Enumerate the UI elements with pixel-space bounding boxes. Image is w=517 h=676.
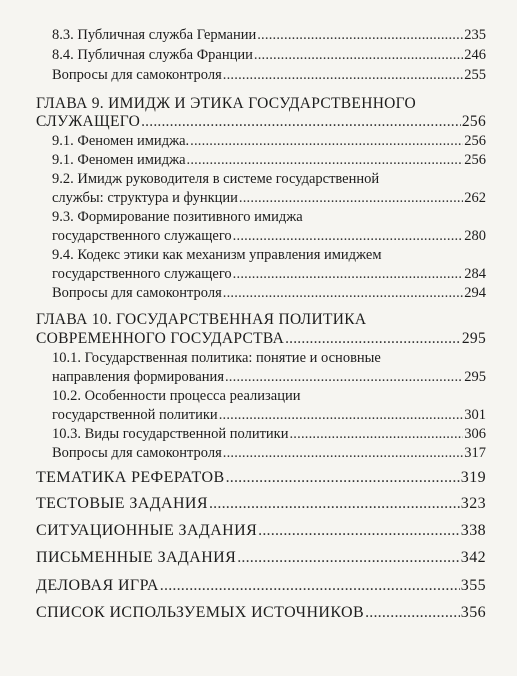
toc-entry-title-cont: направления формирования: [52, 369, 224, 385]
toc-entry-title: 8.3. Публичная служба Германии: [52, 27, 257, 43]
toc-entry[interactable]: [52, 427, 486, 442]
toc-section[interactable]: [36, 605, 486, 621]
chapter-entry[interactable]: [36, 114, 486, 130]
toc-entry[interactable]: [52, 48, 486, 63]
toc-entry-page: 255: [464, 67, 486, 83]
toc-entry[interactable]: [52, 191, 486, 206]
chapter-entry[interactable]: [36, 331, 486, 347]
toc-entry-page: 295: [461, 330, 486, 347]
leader-dots: [289, 427, 463, 442]
toc-section[interactable]: [36, 470, 486, 486]
toc-entry-title[interactable]: 9.3. Формирование позитивного имиджа: [52, 209, 303, 225]
toc-entry-title-cont: государственного служащего: [52, 266, 232, 282]
toc-section[interactable]: [36, 550, 486, 566]
toc-entry-title: 8.4. Публичная служба Франции: [52, 47, 253, 63]
leader-dots: [223, 446, 463, 461]
toc-entry[interactable]: [52, 286, 486, 301]
toc-entry[interactable]: [52, 446, 486, 461]
leader-dots: [257, 28, 463, 43]
toc-section-title: ДЕЛОВАЯ ИГРА: [36, 577, 159, 594]
toc-section-page: 338: [460, 522, 486, 539]
chapter-title-cont: СОВРЕМЕННОГО ГОСУДАРСТВА: [36, 330, 285, 347]
toc-section-title: СИТУАЦИОННЫЕ ЗАДАНИЯ: [36, 522, 258, 539]
leader-dots: [285, 331, 461, 347]
toc-entry-title[interactable]: 9.4. Кодекс этики как механизм управления имиджем: [52, 247, 382, 263]
chapter-title[interactable]: ГЛАВА 9. ИМИДЖ И ЭТИКА ГОСУДАРСТВЕННОГО: [36, 95, 417, 112]
toc-entry-title-cont: службы: структура и функции: [52, 190, 238, 206]
toc-entry-title: Вопросы для самоконтроля: [52, 67, 222, 83]
toc-entry-page: 284: [464, 266, 486, 282]
toc-section[interactable]: [36, 496, 486, 512]
leader-dots: [254, 48, 463, 63]
toc-entry-title-cont: государственного служащего: [52, 228, 232, 244]
toc-entry[interactable]: [52, 28, 486, 43]
toc-entry[interactable]: [52, 229, 486, 244]
toc-entry-page: 295: [464, 369, 486, 385]
toc-entry-title[interactable]: 10.1. Государственная политика: понятие и основные: [52, 350, 381, 366]
toc-section-page: 356: [460, 604, 486, 621]
toc-section[interactable]: [36, 578, 486, 594]
leader-dots: [365, 605, 460, 621]
toc-entry-page: 262: [464, 190, 486, 206]
leader-dots: [237, 550, 460, 566]
toc-section-page: 355: [460, 577, 486, 594]
toc-section-page: 319: [460, 469, 486, 486]
toc-entry-title: Вопросы для самоконтроля: [52, 285, 222, 301]
leader-dots: [233, 229, 464, 244]
toc-section-title: СПИСОК ИСПОЛЬЗУЕМЫХ ИСТОЧНИКОВ: [36, 604, 365, 621]
toc-section-title: ТЕМАТИКА РЕФЕРАТОВ: [36, 469, 225, 486]
toc-entry-page: 280: [464, 228, 486, 244]
toc-entry-page: 235: [464, 27, 486, 43]
leader-dots: [239, 191, 463, 206]
leader-dots: [226, 470, 460, 486]
leader-dots: [258, 523, 460, 539]
toc-entry[interactable]: [52, 68, 486, 83]
toc-entry-page: 256: [464, 152, 486, 168]
toc-entry-page: 294: [464, 285, 486, 301]
leader-dots: [209, 496, 460, 512]
toc-section[interactable]: [36, 523, 486, 539]
leader-dots: [219, 408, 464, 423]
leader-dots: [190, 134, 463, 149]
leader-dots: [233, 267, 464, 282]
toc-section-title: ТЕСТОВЫЕ ЗАДАНИЯ: [36, 495, 208, 512]
toc-entry-title[interactable]: 10.2. Особенности процесса реализации: [52, 388, 301, 404]
leader-dots: [223, 286, 463, 301]
toc-entry[interactable]: [52, 134, 486, 149]
toc-section-title: ПИСЬМЕННЫЕ ЗАДАНИЯ: [36, 549, 237, 566]
toc-entry-title: 9.1. Феномен имиджа: [52, 152, 186, 168]
toc-entry-page: 317: [464, 445, 486, 461]
leader-dots: [223, 68, 463, 83]
toc-section-page: 323: [460, 495, 486, 512]
toc-entry-page: 301: [464, 407, 486, 423]
leader-dots: [141, 114, 461, 130]
leader-dots: [187, 153, 464, 168]
toc-entry[interactable]: [52, 370, 486, 385]
toc-entry-title-cont: государственной политики: [52, 407, 218, 423]
leader-dots: [225, 370, 463, 385]
toc-section-page: 342: [460, 549, 486, 566]
toc-entry-page: 306: [464, 426, 486, 442]
toc-entry-title: Вопросы для самоконтроля: [52, 445, 222, 461]
toc-entry[interactable]: [52, 153, 486, 168]
toc-entry-page: 256: [461, 113, 486, 130]
toc-entry-title[interactable]: 9.2. Имидж руководителя в системе государственной: [52, 171, 380, 187]
toc-entry-page: 256: [464, 133, 486, 149]
toc-entry[interactable]: [52, 267, 486, 282]
toc-entry[interactable]: [52, 408, 486, 423]
chapter-title[interactable]: ГЛАВА 10. ГОСУДАРСТВЕННАЯ ПОЛИТИКА: [36, 311, 367, 328]
toc-entry-page: 246: [464, 47, 486, 63]
chapter-title-cont: СЛУЖАЩЕГО: [36, 113, 141, 130]
toc-entry-title: 10.3. Виды государственной политики: [52, 426, 289, 442]
toc-entry-title: 9.1. Феномен имиджа.: [52, 133, 190, 149]
leader-dots: [160, 578, 460, 594]
